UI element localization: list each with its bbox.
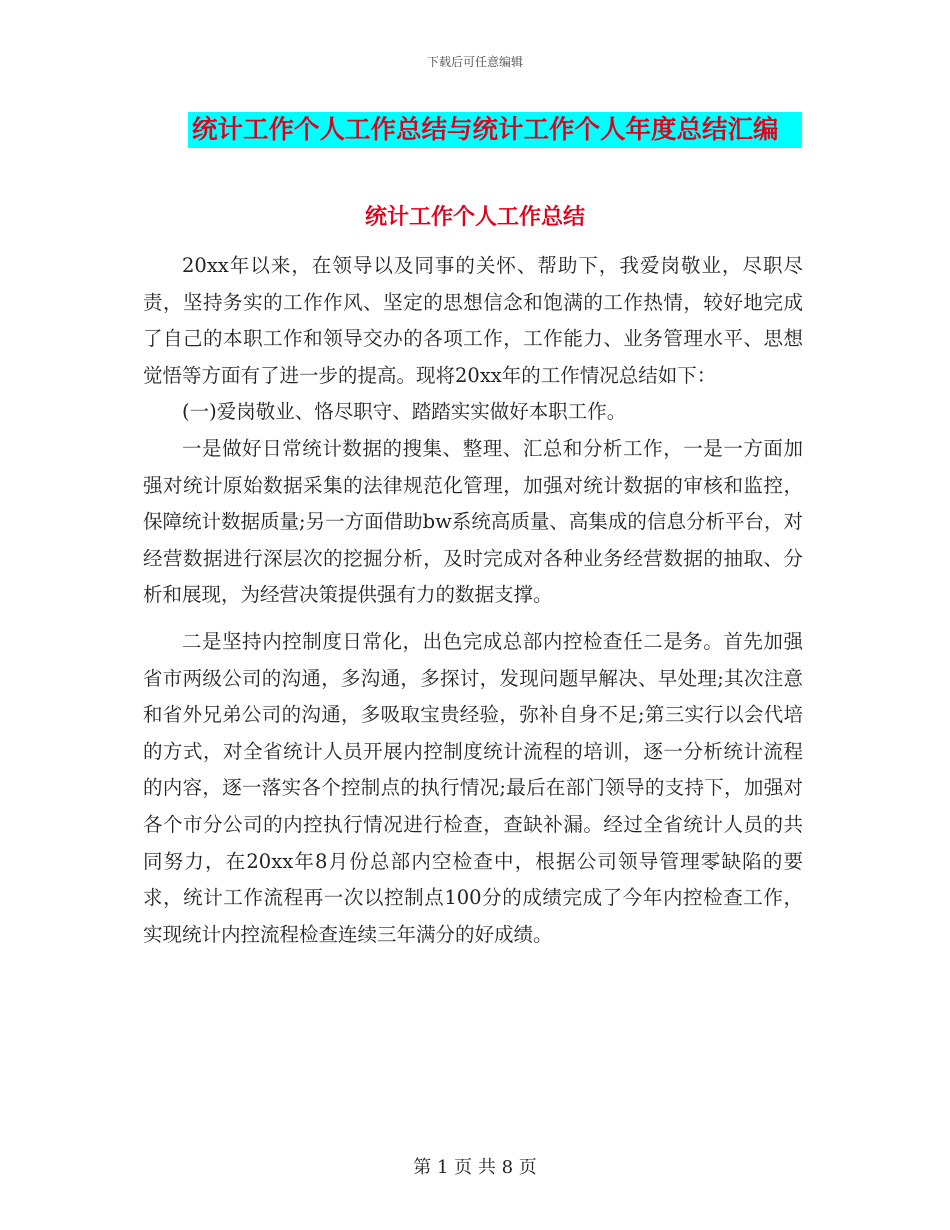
section-title: 统计工作个人工作总结 xyxy=(364,204,585,230)
main-title: 统计工作个人工作总结与统计工作个人年度总结汇编 xyxy=(192,115,779,145)
paragraph-heading-1: (一)爱岗敬业、恪尽职守、踏踏实实做好本职工作。 xyxy=(182,400,627,424)
paragraph-item-2: 二是坚持内控制度日常化，出色完成总部内控检查任二是务。首先加强省市两级公司的沟通，多沟通，多探讨，发现问题早解决、早处理;其次注意和省外兄弟公司的沟通，多吸取宝贵经验，弥补自身不足;第三实行以会代培的方式，对全省统计人员开展内控制度统计流程的培训，逐一分析统计流程的内容，逐一落实各个控制点的执行情况;最后在部门领导的支持下，加强对各个市分公司的内控执行情况进行检查，查缺补漏。经过全省统计人员的共同努力，在20xx年8月份总部内空检查中，根据公司领导管理零缺陷的要求，统计工作流程再一次以控制点100分的成绩完成了今年内控检查工作，实现统计内控流程检查连续三年满分的好成绩。 xyxy=(143,629,803,946)
main-title-highlight xyxy=(188,112,802,148)
paragraph-item-1: 一是做好日常统计数据的搜集、整理、汇总和分析工作，一是一方面加强对统计原始数据采集的法律规范化管理，加强对统计数据的审核和监控，保障统计数据质量;另一方面借助bw系统高质量、高集成的信息分析平台，对经营数据进行深层次的挖掘分析，及时完成对各种业务经营数据的抽取、分析和展现，为经营决策提供强有力的数据支撑。 xyxy=(143,436,803,607)
page-footer: 第 1 页 共 8 页 xyxy=(413,1157,537,1178)
document-body xyxy=(143,248,803,953)
paragraph-intro: 20xx年以来，在领导以及同事的关怀、帮助下，我爱岗敬业，尽职尽责，坚持务实的工作作风、坚定的思想信念和饱满的工作热情，较好地完成了自己的本职工作和领导交办的各项工作，工作能力、业务管理水平、思想觉悟等方面有了进一步的提高。现将20xx年的工作情况总结如下： xyxy=(143,254,803,387)
header-note: 下载后可任意编辑 xyxy=(426,55,523,69)
